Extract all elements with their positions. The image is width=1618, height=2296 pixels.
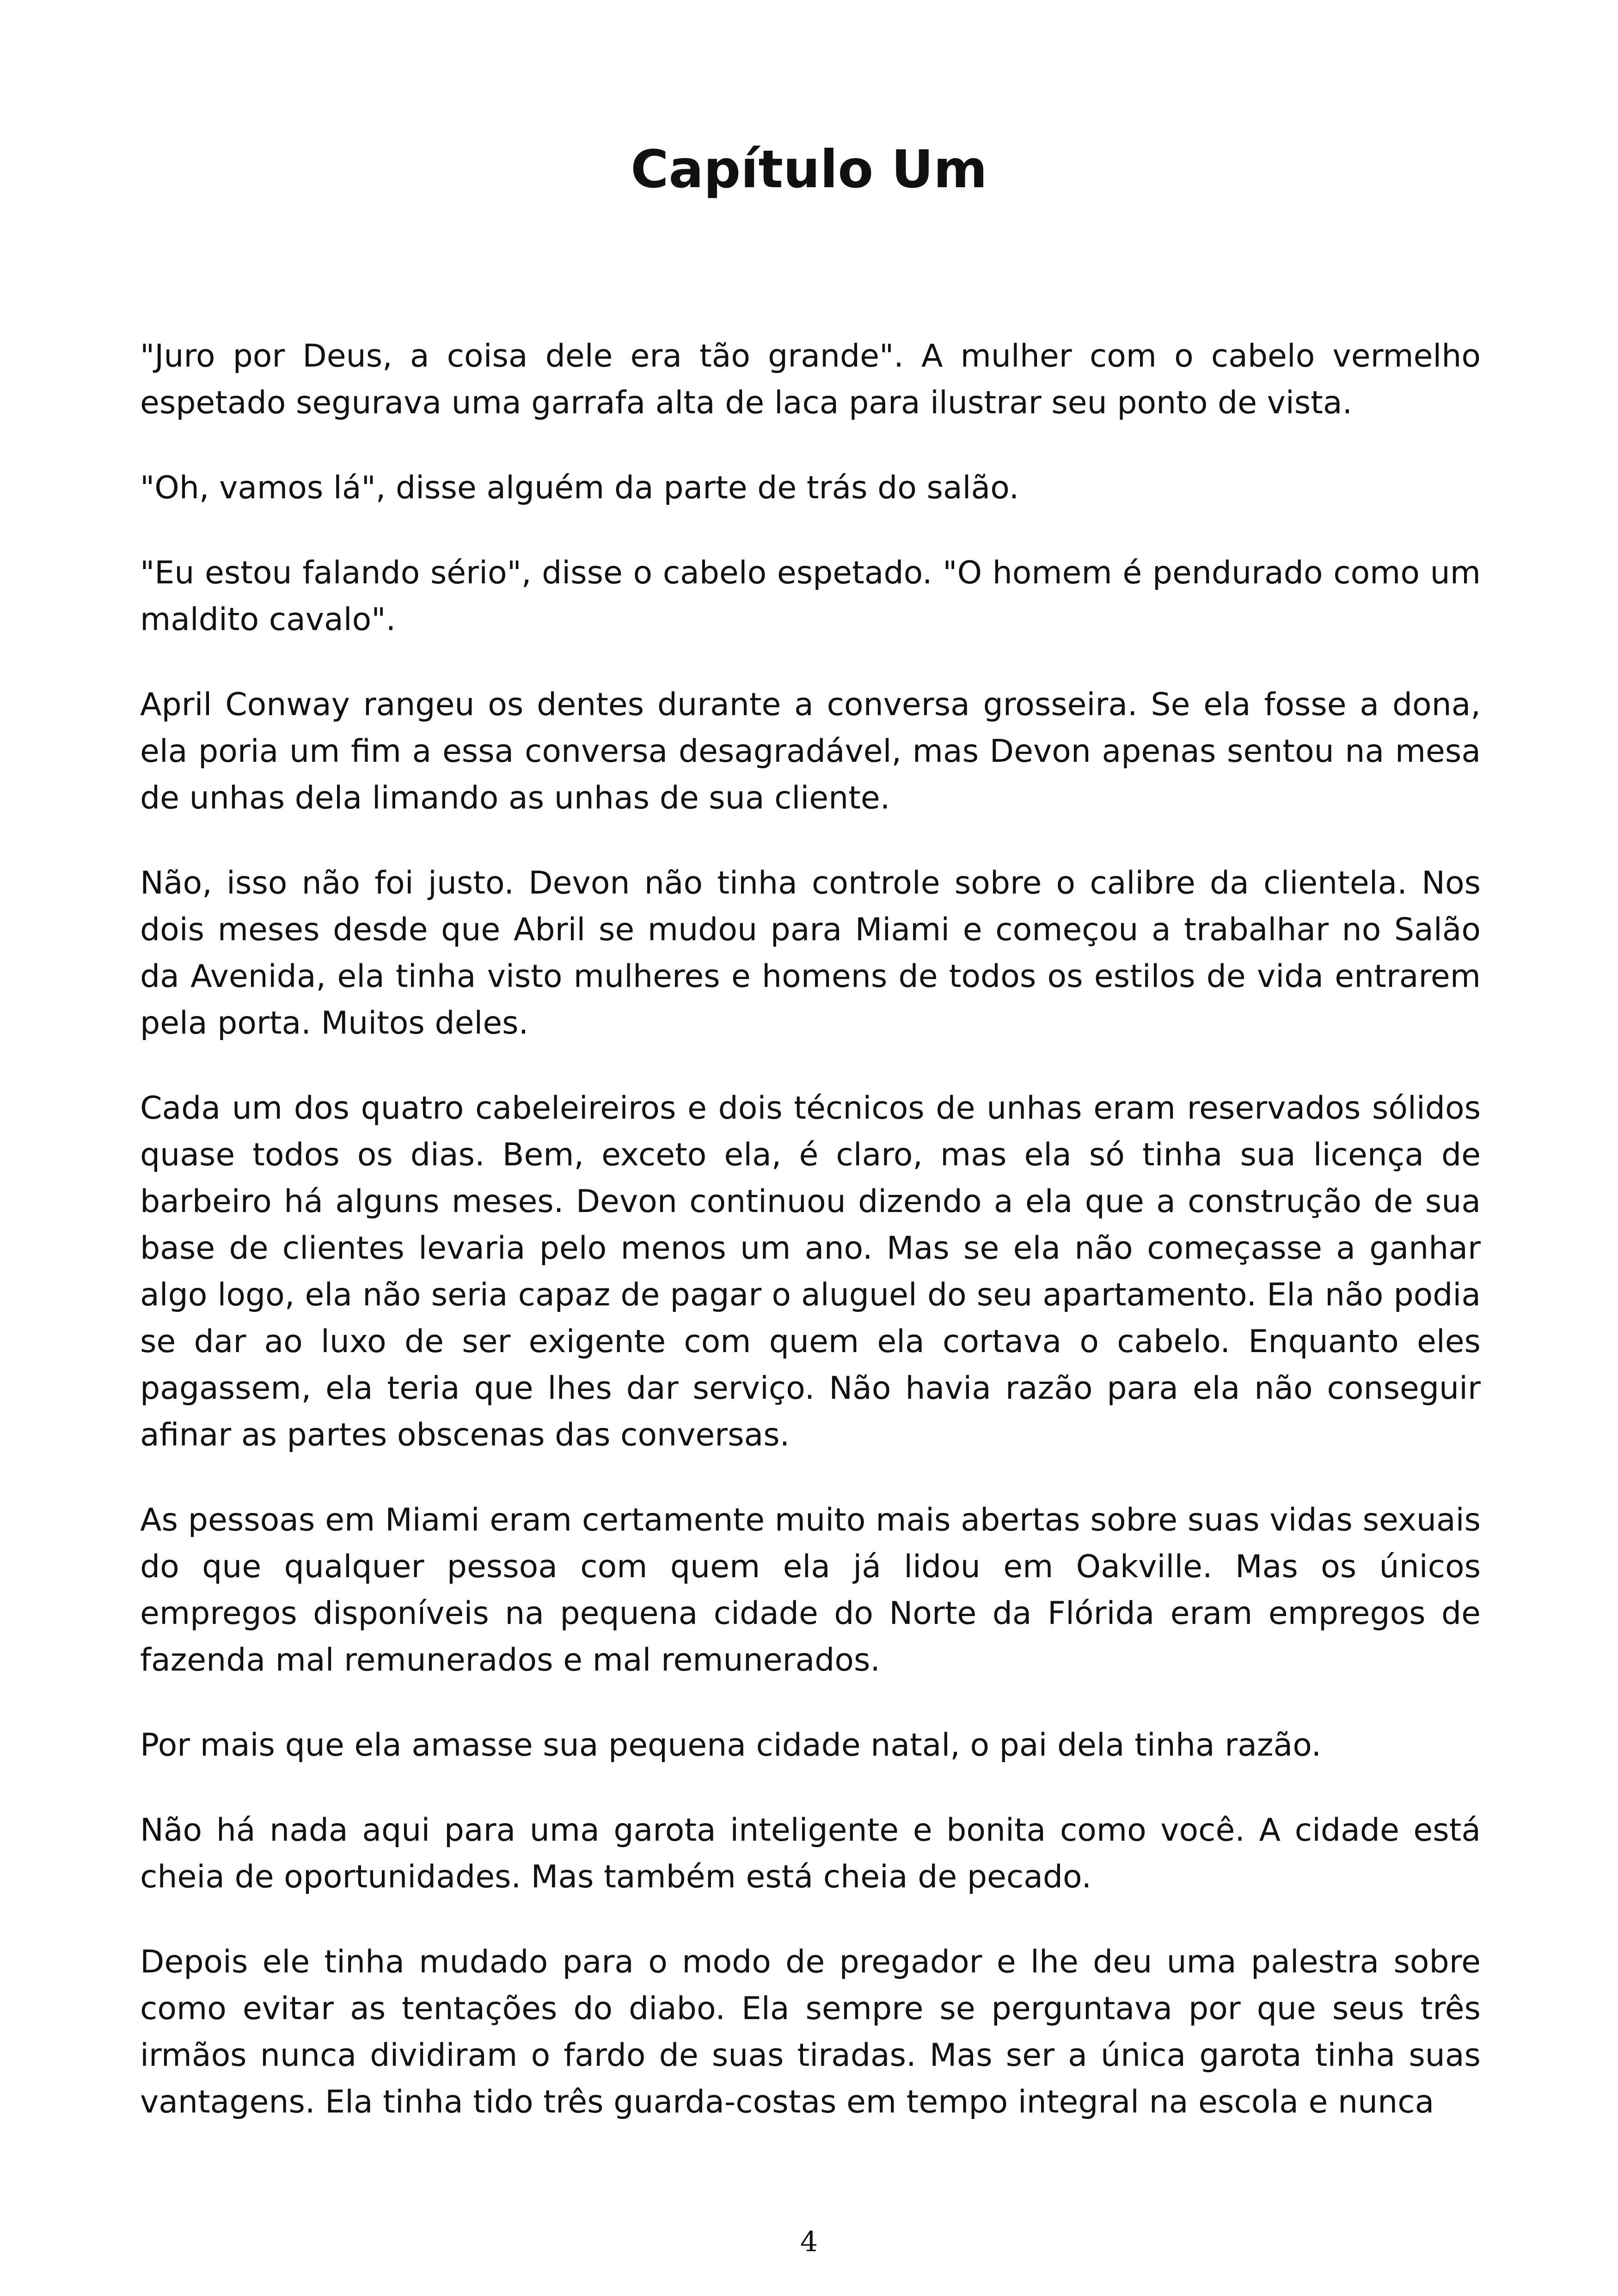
- paragraph: "Juro por Deus, a coisa dele era tão grande". A mulher com o cabelo vermelho espetado segurava uma garrafa alta de laca para ilustrar seu ponto de vista.: [140, 338, 1481, 421]
- page-number: 4: [800, 2226, 818, 2258]
- paragraph: Não há nada aqui para uma garota inteligente e bonita como você. A cidade está cheia de oportunidades. Mas também está cheia de pecado.: [140, 1812, 1481, 1895]
- paragraph: As pessoas em Miami eram certamente muito mais abertas sobre suas vidas sexuais do que qualquer pessoa com quem ela já lidou em Oakville. Mas os únicos empregos disponíveis na pequena cidade do Norte da Flórida eram empregos de fazenda mal remunerados e mal remunerados.: [140, 1502, 1481, 1678]
- paragraph: "Oh, vamos lá", disse alguém da parte de trás do salão.: [140, 470, 1019, 506]
- paragraph: April Conway rangeu os dentes durante a conversa grosseira. Se ela fosse a dona, ela poria um fim a essa conversa desagradável, mas Devon apenas sentou na mesa de unhas dela limando as unhas de sua cliente.: [140, 686, 1481, 816]
- paragraph: Depois ele tinha mudado para o modo de pregador e lhe deu uma palestra sobre como evitar as tentações do diabo. Ela sempre se perguntava por que seus três irmãos nunca dividiram o fardo de suas tiradas. Mas ser a única garota tinha suas vantagens. Ela tinha tido três guarda-costas em tempo integral na escola e nunca: [140, 1944, 1481, 2120]
- body-text: [140, 333, 1481, 2125]
- paragraph: Não, isso não foi justo. Devon não tinha controle sobre o calibre da clientela. Nos dois meses desde que Abril se mudou para Miami e começou a trabalhar no Salão da Avenida, ela tinha visto mulheres e homens de todos os estilos de vida entrarem pela porta. Muitos deles.: [140, 865, 1481, 1041]
- paragraph: "Eu estou falando sério", disse o cabelo espetado. "O homem é pendurado como um maldito cavalo".: [140, 555, 1481, 638]
- paragraph: Cada um dos quatro cabeleireiros e dois técnicos de unhas eram reservados sólidos quase todos os dias. Bem, exceto ela, é claro, mas ela só tinha sua licença de barbeiro há alguns meses. Devon continuou dizendo a ela que a construção de sua base de clientes levaria pelo menos um ano. Mas se ela não começasse a ganhar algo logo, ela não seria capaz de pagar o aluguel do seu apartamento. Ela não podia se dar ao luxo de ser exigente com quem ela cortava o cabelo. Enquanto eles pagassem, ela teria que lhes dar serviço. Não havia razão para ela não conseguir afinar as partes obscenas das conversas.: [140, 1090, 1481, 1453]
- paragraph: Por mais que ela amasse sua pequena cidade natal, o pai dela tinha razão.: [140, 1727, 1322, 1763]
- chapter-title: Capítulo Um: [631, 140, 987, 200]
